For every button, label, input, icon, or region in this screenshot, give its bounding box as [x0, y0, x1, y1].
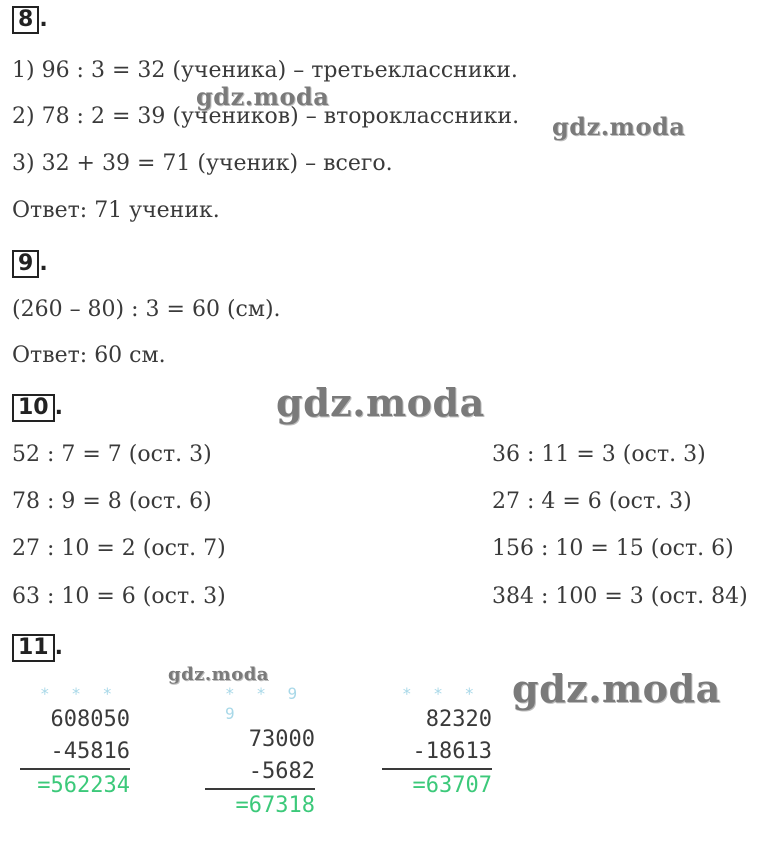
- carry-marks: * * *: [402, 684, 481, 703]
- task-10-number: 10 .: [12, 394, 63, 422]
- result: =63707: [412, 773, 492, 798]
- subtraction-2: [205, 684, 315, 822]
- task-10-left-4: 63 : 10 = 6 (ост. 3): [12, 584, 226, 609]
- subtrahend: -18613: [412, 739, 492, 764]
- task-10-left-3: 27 : 10 = 2 (ост. 7): [12, 536, 226, 561]
- minuend: 608050: [50, 707, 130, 732]
- task-10-right-4: 384 : 100 = 3 (ост. 84): [492, 584, 748, 609]
- minuend: 82320: [425, 707, 492, 732]
- watermark: gdz.moda: [168, 664, 269, 685]
- task-10-right-3: 156 : 10 = 15 (ост. 6): [492, 536, 734, 561]
- task-9-number: 9 .: [12, 250, 48, 278]
- watermark: gdz.moda: [512, 666, 721, 711]
- task-11-number: 11 .: [12, 634, 63, 662]
- subtraction-1: [20, 684, 130, 802]
- task-8-line-1: 1) 96 : 3 = 32 (ученика) – третьеклассники.: [12, 58, 518, 83]
- task-10-left-2: 78 : 9 = 8 (ост. 6): [12, 489, 212, 514]
- watermark: gdz.moda: [196, 82, 330, 111]
- task-8-line-3: 3) 32 + 39 = 71 (ученик) – всего.: [12, 151, 393, 176]
- subtrahend: -5682: [248, 759, 315, 784]
- subtrahend: -45816: [50, 739, 130, 764]
- minuend: 73000: [248, 727, 315, 752]
- task-10-right-1: 36 : 11 = 3 (ост. 3): [492, 442, 706, 467]
- task-8-number: 8 .: [12, 6, 48, 34]
- task-9-line-1: (260 – 80) : 3 = 60 (см).: [12, 297, 281, 322]
- carry-marks: * * 9 9: [225, 684, 304, 723]
- task-9-answer: Ответ: 60 см.: [12, 343, 166, 368]
- result: =67318: [235, 793, 315, 818]
- carry-marks: * * *: [40, 684, 119, 703]
- task-8-answer: Ответ: 71 ученик.: [12, 198, 220, 223]
- task-10-left-1: 52 : 7 = 7 (ост. 3): [12, 442, 212, 467]
- result: =562234: [37, 773, 130, 798]
- watermark: gdz.moda: [552, 112, 686, 141]
- task-8-line-2: 2) 78 : 2 = 39 (учеников) – второклассники.: [12, 104, 520, 129]
- watermark: gdz.moda: [276, 380, 485, 425]
- subtraction-3: [382, 684, 492, 802]
- task-10-right-2: 27 : 4 = 6 (ост. 3): [492, 489, 692, 514]
